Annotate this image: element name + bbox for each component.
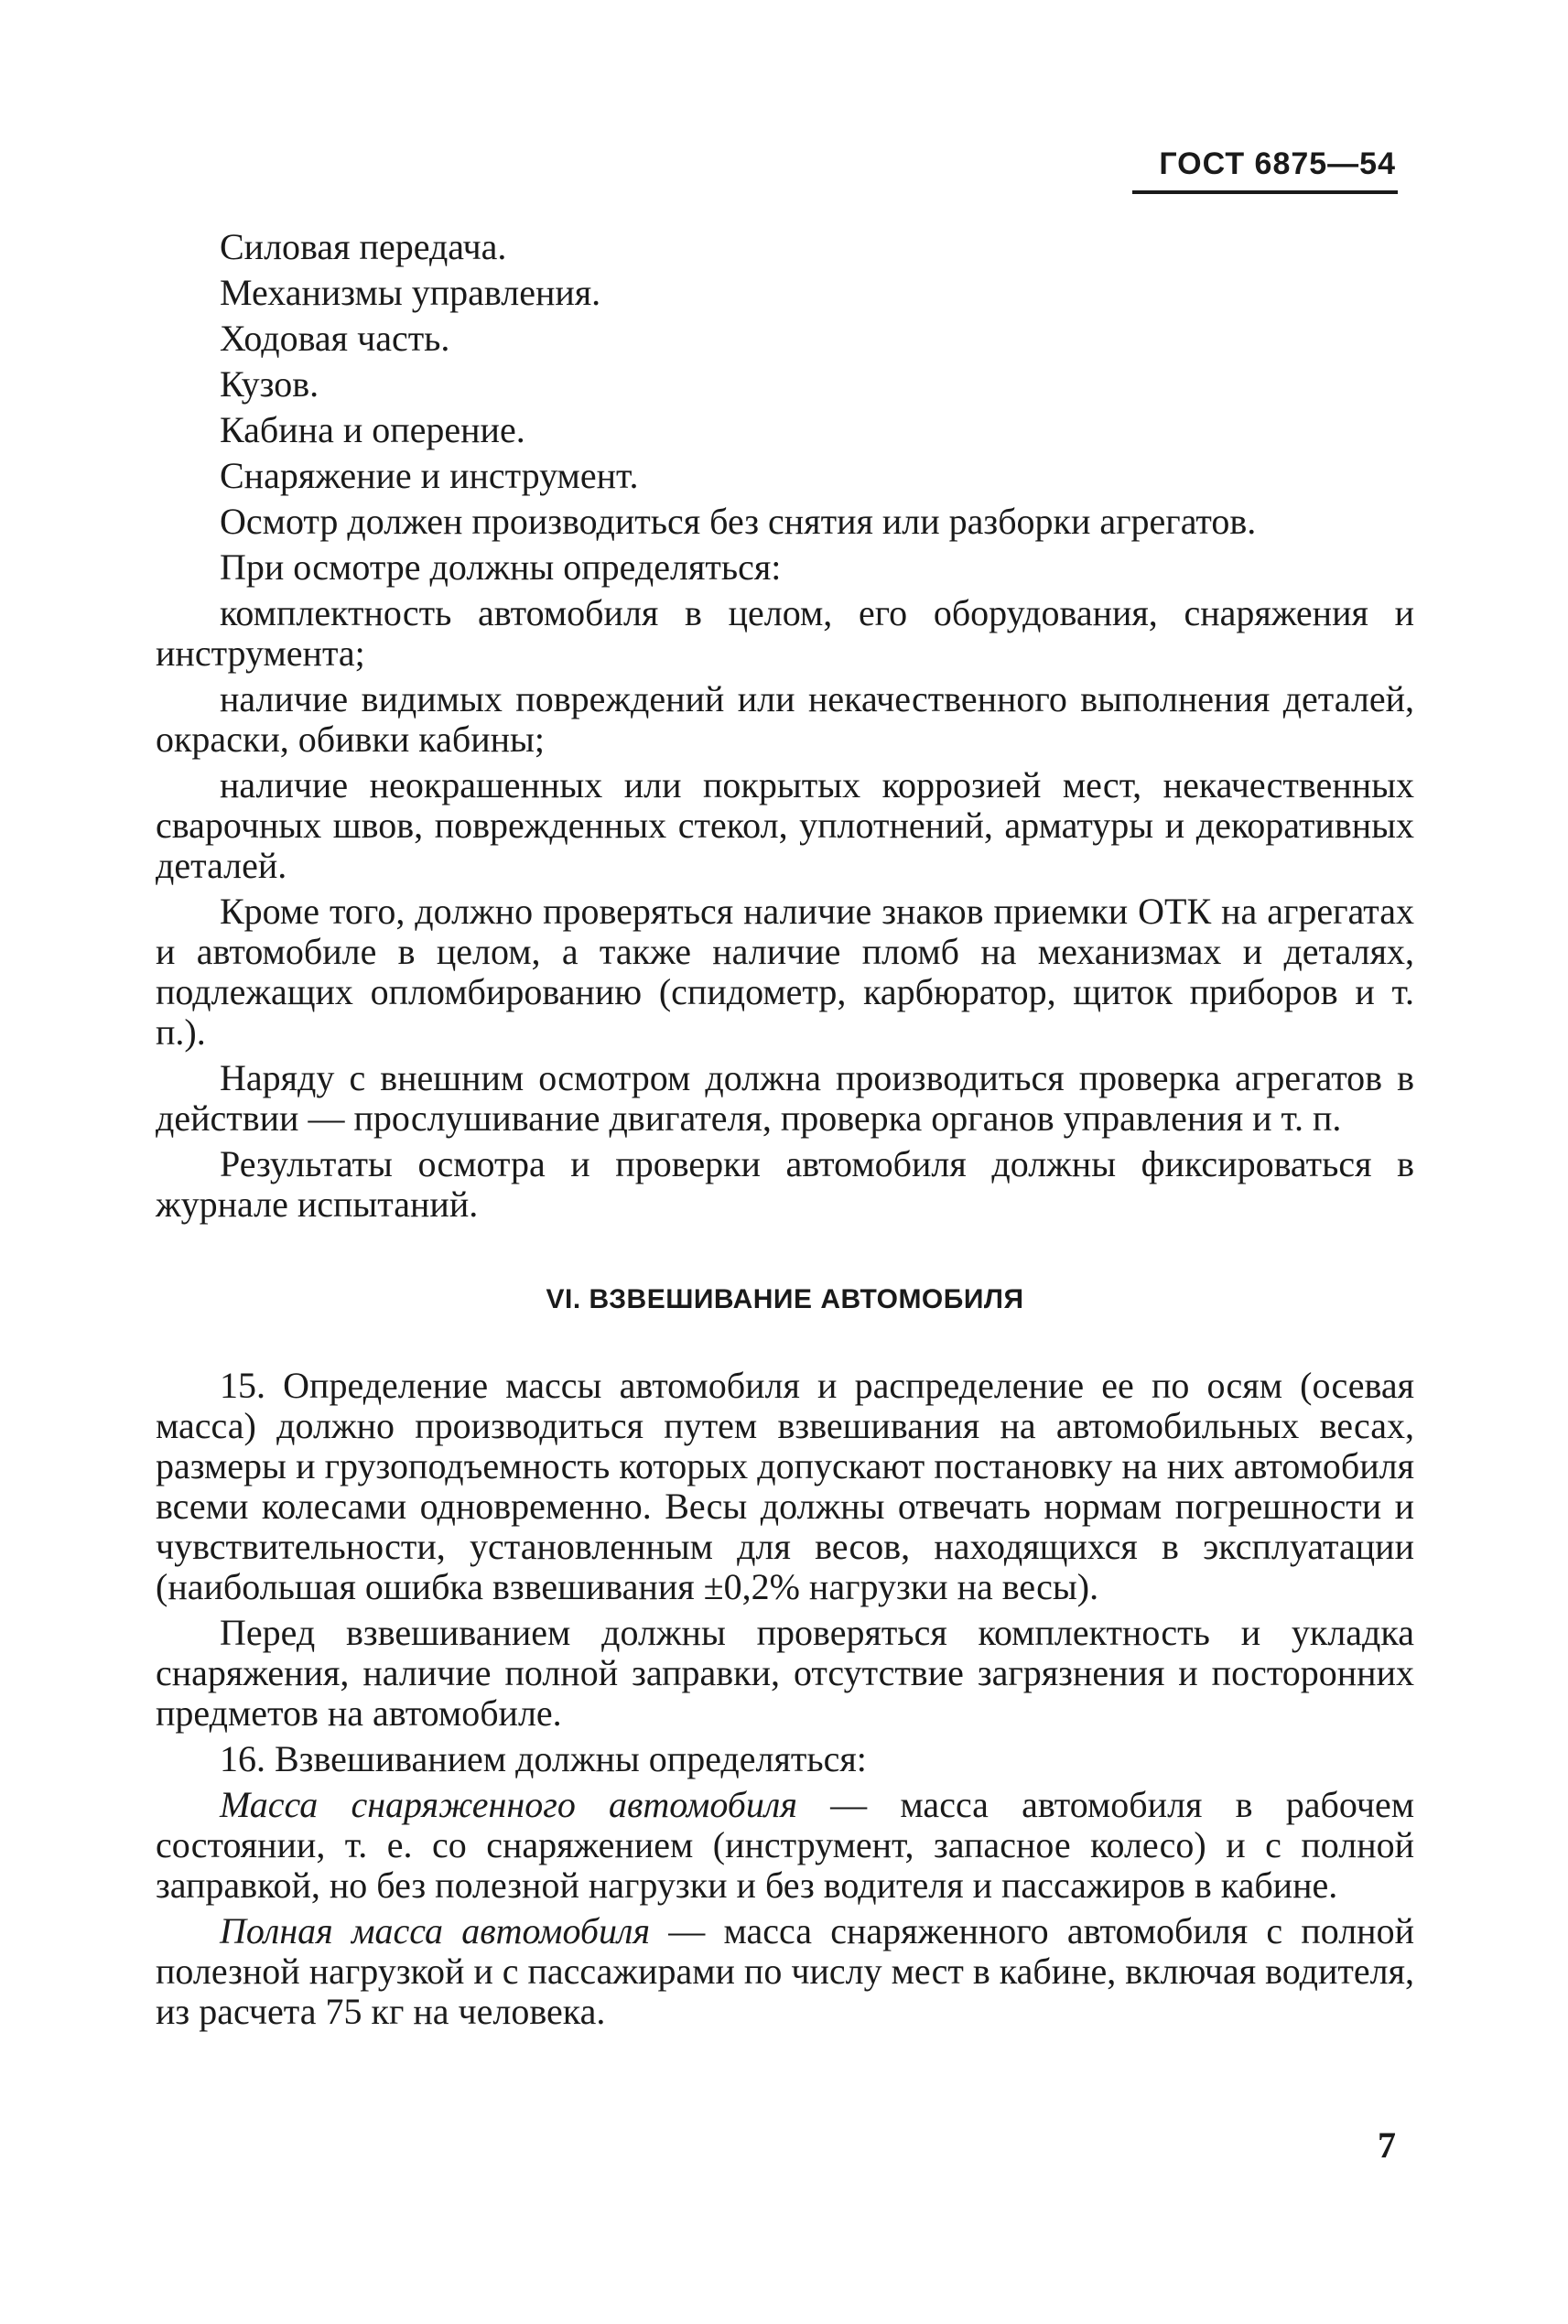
section-title: VI. ВЗВЕШИВАНИЕ АВТОМОБИЛЯ xyxy=(546,1284,1024,1314)
page-number: 7 xyxy=(1378,2124,1396,2166)
paragraph: Наряду с внешним осмотром должна производиться проверка агрегатов в действии — прослушивание двигателя, проверка органов управления и т. п. xyxy=(156,1057,1414,1139)
header-rule xyxy=(1132,190,1398,194)
list-item: Кабина и оперение. xyxy=(220,409,525,450)
paragraph: наличие видимых повреждений или некачественного выполнения деталей, окраски, обивки кабины; xyxy=(156,678,1414,760)
definition-paragraph xyxy=(156,1785,1414,1906)
paragraph: Кроме того, должно проверяться наличие знаков приемки ОТК на агрегатах и автомобиле в целом, а также наличие пломб на механизмах и деталях, подлежащих опломбированию (спидометр, карбюратор, щиток приборов и т. п.). xyxy=(156,891,1414,1053)
paragraph: Перед взвешиванием должны проверяться комплектность и укладка снаряжения, наличие полной заправки, отсутствие загрязнения и посторонних предметов на автомобиле. xyxy=(156,1612,1414,1734)
definition-text: — масса снаряженного автомобиля с полной полезной нагрузкой и с пассажирами по числу мест в кабине, включая водителя, из расчета 75 кг на человека. xyxy=(156,1910,1414,2032)
definition-paragraph xyxy=(156,1911,1414,2032)
document-code: ГОСТ 6875—54 xyxy=(1159,146,1396,181)
list-item: Кузов. xyxy=(220,363,319,405)
paragraph: Результаты осмотра и проверки автомобиля должны фиксироваться в журнале испытаний. xyxy=(156,1143,1414,1225)
list-item: Ходовая часть. xyxy=(220,318,450,359)
document-body xyxy=(156,227,1414,2038)
definition-term: Масса снаряженного автомобиля xyxy=(220,1784,797,1825)
definition-text: — масса автомобиля в рабочем состоянии, т. е. со снаряжением (инструмент, запасное колесо) и с полной заправкой, но без полезной нагрузки и без водителя и пассажиров в кабине. xyxy=(156,1784,1415,1906)
list-item: Силовая передача. xyxy=(220,226,507,267)
paragraph: комплектность автомобиля в целом, его оборудования, снаряжения и инструмента; xyxy=(156,592,1414,674)
paragraph: 15. Определение массы автомобиля и распределение ее по осям (осевая масса) должно производиться путем взвешивания на автомобильных весах, размеры и грузоподъемность которых допускают постановку на них автомобиля всеми колесами одновременно. Весы должны отвечать нормам погрешности и чувствительности, установленным для весов, находящихся в эксплуатации (наибольшая ошибка взвешивания ±0,2% нагрузки на весы). xyxy=(156,1365,1414,1607)
paragraph: наличие неокрашенных или покрытых коррозией мест, некачественных сварочных швов, поврежденных стекол, уплотнений, арматуры и декоративных деталей. xyxy=(156,764,1414,886)
list-item: Механизмы управления. xyxy=(220,272,601,313)
list-item: Снаряжение и инструмент. xyxy=(220,455,639,496)
paragraph: 16. Взвешиванием должны определяться: xyxy=(220,1738,867,1779)
paragraph: Осмотр должен производиться без снятия или разборки агрегатов. xyxy=(220,501,1257,542)
paragraph: При осмотре должны определяться: xyxy=(220,546,782,588)
definition-term: Полная масса автомобиля xyxy=(220,1910,651,1951)
